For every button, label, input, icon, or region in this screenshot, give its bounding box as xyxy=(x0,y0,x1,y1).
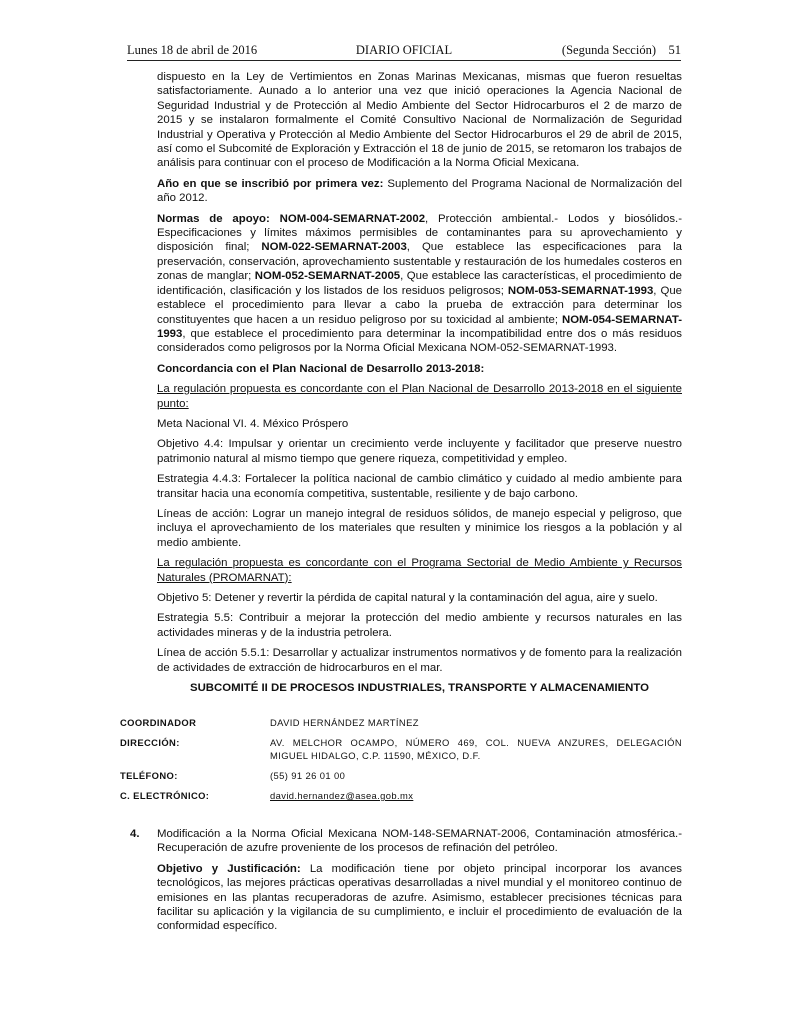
contact-row-coordinador xyxy=(120,716,682,729)
objetivo-4-4: Objetivo 4.4: Impulsar y orientar un crecimiento verde incluyente y facilitador que preserve nuestro patrimonio natural al mismo tiempo que genere riqueza, competitividad y empleo. xyxy=(157,438,682,465)
item-4-title: Modificación a la Norma Oficial Mexicana NOM-148-SEMARNAT-2006, Contaminación atmosférica.- Recuperación de azufre proveniente de los procesos de refinación del petróleo. xyxy=(157,828,682,855)
paragraph-antecedentes: dispuesto en la Ley de Vertimientos en Zonas Marinas Mexicanas, mismas que fueron resueltas satisfactoriamente. Aunado a lo anterior una vez que inició operaciones la Agencia Nacional de Seguridad Industrial y de Protección al Medio Ambiente del Sector Hidrocarburos el 2 de marzo de 2015 y se instalaron formalmente el Comité Consultivo Nacional de Normalización de Seguridad Industrial y Operativa y Protección al Medio Ambiente del Sector Hidrocarburos el 29 de abril de 2015, así como el Subcomité de Exploración y Extracción el 18 de junio de 2015, se retomaron los trabajos de análisis para continuar con el proceso de Modificación a la Norma Oficial Mexicana. xyxy=(157,71,682,170)
norma-ref: NOM-054-SEMARNAT-1993 xyxy=(157,313,682,340)
promarnat-intro: La regulación propuesta es concordante con el Programa Sectorial de Medio Ambiente y Recursos Naturales (PROMARNAT): xyxy=(157,557,682,584)
direccion-label: DIRECCIÓN: xyxy=(120,737,180,748)
header-section: (Segunda Sección) xyxy=(561,43,656,57)
contact-row-direccion xyxy=(120,736,682,762)
pnd-intro: La regulación propuesta es concordante con el Plan Nacional de Desarrollo 2013-2018 en el siguiente punto: xyxy=(157,383,682,410)
page-header xyxy=(127,40,681,61)
document-body xyxy=(157,70,682,703)
concordancia-heading-text: Concordancia con el Plan Nacional de Desarrollo 2013-2018: xyxy=(157,362,485,375)
email-value-wrap xyxy=(270,789,682,802)
norma-ref: NOM-004-SEMARNAT-2002 xyxy=(279,212,426,225)
header-section-page xyxy=(562,43,681,58)
subcomite-heading: SUBCOMITÉ II DE PROCESOS INDUSTRIALES, TRANSPORTE Y ALMACENAMIENTO xyxy=(189,682,650,695)
contact-row-telefono xyxy=(120,769,682,782)
concordancia-heading xyxy=(157,362,682,376)
email-label: C. ELECTRÓNICO: xyxy=(120,790,210,801)
objetivo-5: Objetivo 5: Detener y revertir la pérdida de capital natural y la contaminación del agua, aire y suelo. xyxy=(157,592,658,604)
normas-label: Normas de apoyo: xyxy=(157,212,270,225)
paragraph-normas-apoyo xyxy=(157,212,682,356)
item-4-content xyxy=(157,827,682,934)
meta-nacional: Meta Nacional VI. 4. México Próspero xyxy=(157,417,349,430)
contact-block xyxy=(120,716,682,809)
telefono-value: (55) 91 26 01 00 xyxy=(270,770,346,781)
header-page-number: 51 xyxy=(668,43,681,57)
coordinador-label: COORDINADOR xyxy=(120,717,197,728)
norma-ref: NOM-052-SEMARNAT-2005 xyxy=(254,270,401,283)
anio-label: Año en que se inscribió por primera vez: xyxy=(157,177,384,190)
norma-ref: NOM-053-SEMARNAT-1993 xyxy=(507,284,654,297)
norma-ref: NOM-022-SEMARNAT-2003 xyxy=(261,241,407,254)
norma-desc: , Que establece las características, el procedimiento de identificación, clasificación y los listados de los residuos peligrosos; xyxy=(157,270,682,297)
objetivo-text: La modificación tiene por objeto principal incorporar los avances tecnológicos, las mejores prácticas operativas desarrolladas a nivel mundial y el monitoreo continuo de emisiones en las plantas recuperadoras de azufre. Asimismo, establecer precisiones técnicas para facilitar su aplicación y la vigilancia de su cumplimiento, e incluir el procedimiento de evaluación de la conformidad específico. xyxy=(157,862,682,933)
lineas-accion: Líneas de acción: Lograr un manejo integral de residuos sólidos, de manejo especial y peligroso, que incluya el aprovechamiento de los materiales que resulten y minimice los riesgos a la población y al medio ambiente. xyxy=(157,507,682,549)
estrategia-5-5: Estrategia 5.5: Contribuir a mejorar la protección del medio ambiente y recursos naturales en las actividades mineras y de la industria petrolera. xyxy=(157,612,682,639)
paragraph-anio-inscripcion xyxy=(157,177,682,206)
anio-text: Suplemento del Programa Nacional de Normalización del año 2012. xyxy=(157,177,682,205)
item-4-objetivo xyxy=(157,862,682,934)
direccion-value: AV. MELCHOR OCAMPO, NÚMERO 469, COL. NUEVA ANZURES, DELEGACIÓN MIGUEL HIDALGO, C.P. 11590, MÉXICO, D.F. xyxy=(270,737,682,761)
norma-desc: , Que establece el procedimiento para llevar a cabo la prueba de extracción para determinar los constituyentes que hacen a un residuo peligroso por su toxicidad al ambiente; xyxy=(157,284,683,326)
norma-desc: , que establece el procedimiento para determinar la incompatibilidad entre dos o más residuos considerados como peligrosos por la Norma Oficial Mexicana NOM-052-SEMARNAT-1993. xyxy=(157,327,682,355)
norma-desc: , Que establece las especificaciones para la preservación, conservación, aprovechamiento sustentable y restauración de los humedales costeros en zonas de manglar; xyxy=(157,241,682,283)
norma-desc: , Protección ambiental.- Lodos y biosólidos.- Especificaciones y límites máximos permisibles de contaminantes para su aprovechamiento y disposición final; xyxy=(157,212,683,254)
linea-accion-5-5-1: Línea de acción 5.5.1: Desarrollar y actualizar instrumentos normativos y de fomento para la realización de actividades de extracción de hidrocarburos en el mar. xyxy=(157,647,682,674)
item-4 xyxy=(130,827,682,940)
estrategia-4-4-3: Estrategia 4.4.3: Fortalecer la política nacional de cambio climático y cuidado al medio ambiente para transitar hacia una economía competitiva, sustentable, resiliente y de bajo carbono. xyxy=(157,473,682,500)
item-number: 4. xyxy=(130,828,140,840)
objetivo-label: Objetivo y Justificación: xyxy=(157,862,301,875)
coordinador-value: DAVID HERNÁNDEZ MARTÍNEZ xyxy=(270,717,419,728)
header-date: Lunes 18 de abril de 2016 xyxy=(127,43,258,57)
telefono-label: TELÉFONO: xyxy=(120,770,178,781)
header-title: DIARIO OFICIAL xyxy=(355,43,453,57)
contact-row-email xyxy=(120,789,682,802)
email-link[interactable]: david.hernandez@asea.gob.mx xyxy=(270,790,414,801)
